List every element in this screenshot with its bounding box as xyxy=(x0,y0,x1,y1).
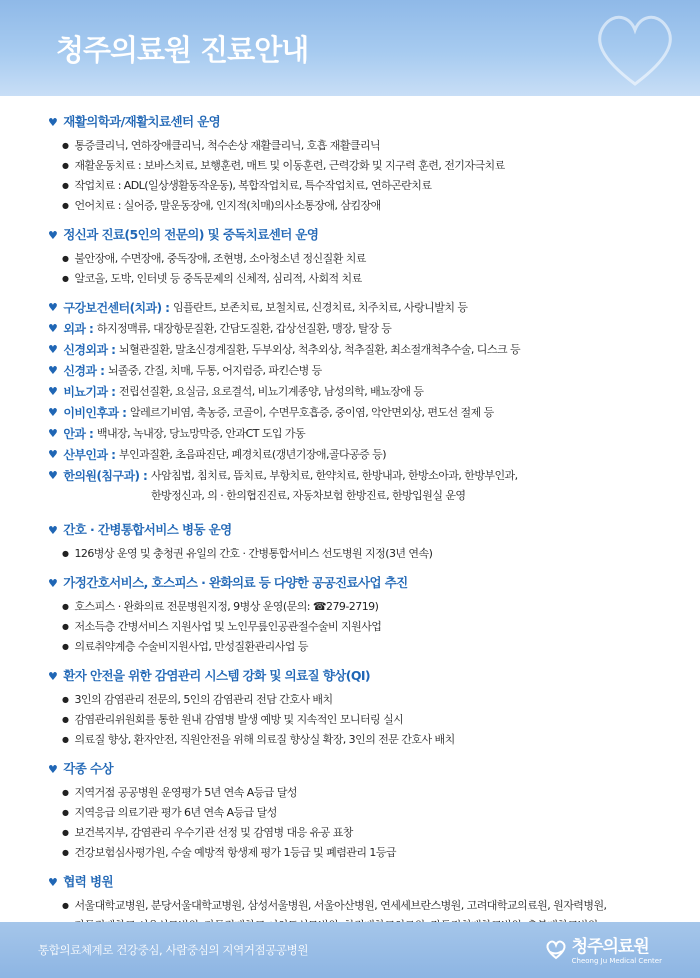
section-awards xyxy=(48,759,668,863)
bullet-icon: ● xyxy=(62,549,69,558)
section-psychiatry xyxy=(48,225,668,289)
list-item: ● 지역응급 의료기관 평가 6년 연속 A등급 달성 xyxy=(62,803,668,823)
heart-icon: ♥ xyxy=(48,427,58,440)
heart-icon: ♥ xyxy=(48,406,58,419)
dept-ent: ♥ 이비인후과 : 알레르기비염, 축농증, 코골이, 수면무호흡증, 중이염, 악안면외상, 편도선 절제 등 xyxy=(48,403,668,423)
heart-icon: ♥ xyxy=(48,469,58,482)
dept-neurology: ♥ 신경과 : 뇌졸중, 간질, 치매, 두통, 어지럼증, 파킨슨병 등 xyxy=(48,361,668,381)
heart-icon: ♥ xyxy=(48,322,58,335)
list-item: ● 126병상 운영 및 충청권 유일의 간호 · 간병통합서비스 선도병원 지정(3년 연속) xyxy=(62,544,668,564)
bullet-icon: ● xyxy=(62,642,69,651)
section-title: 협력 병원 xyxy=(63,874,113,889)
heart-icon: ♥ xyxy=(48,670,58,683)
heart-icon: ♥ xyxy=(48,524,58,537)
bullet-icon: ● xyxy=(62,602,69,611)
list-item: ● 지역거점 공공병원 운영평가 5년 연속 A등급 달성 xyxy=(62,783,668,803)
heart-icon: ♥ xyxy=(48,229,58,242)
section-title: 재활의학과/재활치료센터 운영 xyxy=(63,114,221,129)
bullet-icon: ● xyxy=(62,735,69,744)
bullet-icon: ● xyxy=(62,254,69,263)
list-item: ● 의료질 향상, 환자안전, 직원안전을 위해 의료질 향상실 확장, 3인의 전문 간호사 배치 xyxy=(62,730,668,750)
dept-urology: ♥ 비뇨기과 : 전립선질환, 요실금, 요로결석, 비뇨기계종양, 남성의학, 배뇨장애 등 xyxy=(48,382,668,402)
heart-icon: ♥ xyxy=(48,763,58,776)
dept-ophthalmology: ♥ 안과 : 백내장, 녹내장, 당뇨망막증, 안과CT 도입 가동 xyxy=(48,424,668,444)
bullet-icon: ● xyxy=(62,161,69,170)
bullet-icon: ● xyxy=(62,828,69,837)
bullet-icon: ● xyxy=(62,274,69,283)
heart-hand-logo-icon xyxy=(544,937,568,961)
list-item: ● 재활운동치료 : 보바스치료, 보행훈련, 매트 및 이동훈련, 근력강화 및 지구력 훈련, 전기자극치료 xyxy=(62,156,668,176)
department-list xyxy=(48,298,668,506)
heart-icon: ♥ xyxy=(48,343,58,356)
main-content xyxy=(48,112,668,945)
bullet-icon: ● xyxy=(62,201,69,210)
heart-icon: ♥ xyxy=(48,448,58,461)
section-rehab xyxy=(48,112,668,216)
bullet-icon: ● xyxy=(62,695,69,704)
list-item: ● 저소득층 간병서비스 지원사업 및 노인무릎인공관절수술비 지원사업 xyxy=(62,617,668,637)
footer-slogan: 통합의료체계로 건강중심, 사람중심의 지역거점공공병원 xyxy=(38,943,309,957)
dept-oriental-medicine: ♥ 한의원(침구과) : 사암침법, 침치료, 뜸치료, 부항치료, 한약치료, 한방내과, 한방소아과, 한방부인과, 한방정신과, 의 · 한의협진진료, 자동차보험 한방진료, 한방입원실 운영 xyxy=(48,466,668,506)
list-item: ● 감염관리위원회를 통한 원내 감염병 발생 예방 및 지속적인 모니터링 실시 xyxy=(62,710,668,730)
heart-icon: ♥ xyxy=(48,116,58,129)
heart-icon: ♥ xyxy=(48,364,58,377)
section-integrated-nursing xyxy=(48,520,668,564)
bullet-icon: ● xyxy=(62,848,69,857)
list-item: ● 불안장애, 수면장애, 중독장애, 조현병, 소아청소년 정신질환 치료 xyxy=(62,249,668,269)
page-footer xyxy=(0,922,700,978)
list-item: ● 서울대학교병원, 분당서울대학교병원, 삼성서울병원, 서울아산병원, 연세세브란스병원, 고려대학교의료원, 원자력병원, xyxy=(62,896,668,936)
section-title: 각종 수상 xyxy=(63,761,113,776)
page-header xyxy=(0,0,700,96)
list-item: ● 알코올, 도박, 인터넷 등 중독문제의 신체적, 심리적, 사회적 치료 xyxy=(62,269,668,289)
section-title: 환자 안전을 위한 감염관리 시스템 강화 및 의료질 향상(QI) xyxy=(63,668,371,683)
section-public-care xyxy=(48,573,668,657)
list-item: ● 통증클리닉, 연하장애클리닉, 척수손상 재활클리닉, 호흡 재활클리닉 xyxy=(62,136,668,156)
page-title: 청주의료원 진료안내 xyxy=(56,33,309,67)
section-infection-control xyxy=(48,666,668,750)
heart-icon: ♥ xyxy=(48,577,58,590)
logo-subtitle: Cheong Ju Medical Center xyxy=(571,957,662,965)
section-title: 가정간호서비스, 호스피스 · 완화의료 등 다양한 공공진료사업 추진 xyxy=(63,575,408,590)
dept-obgyn: ♥ 산부인과 : 부인과질환, 초음파진단, 폐경치료(갱년기장애,골다공증 등) xyxy=(48,445,668,465)
list-item: ● 건강보험심사평가원, 수술 예방적 항생제 평가 1등급 및 폐렴관리 1등급 xyxy=(62,843,668,863)
bullet-icon: ● xyxy=(62,181,69,190)
list-item: ● 작업치료 : ADL(일상생활동작운동), 복합작업치료, 특수작업치료, 연하곤란치료 xyxy=(62,176,668,196)
list-item: ● 3인의 감염관리 전문의, 5인의 감염관리 전담 간호사 배치 xyxy=(62,690,668,710)
bullet-icon: ● xyxy=(62,141,69,150)
heart-icon: ♥ xyxy=(48,301,58,314)
heart-icon: ♥ xyxy=(48,385,58,398)
bullet-icon: ● xyxy=(62,622,69,631)
list-item: ● 보건복지부, 감염관리 우수기관 선정 및 감염병 대응 유공 표창 xyxy=(62,823,668,843)
bullet-icon: ● xyxy=(62,788,69,797)
list-item: ● 의료취약계층 수술비지원사업, 만성질환관리사업 등 xyxy=(62,637,668,657)
section-title: 간호 · 간병통합서비스 병동 운영 xyxy=(63,522,232,537)
bullet-icon: ● xyxy=(62,715,69,724)
list-item: ● 호스피스 · 완화의료 전문병원지정, 9병상 운영(문의: ☎279-2719) xyxy=(62,597,668,617)
hospital-logo xyxy=(544,932,662,965)
logo-name: 청주의료원 xyxy=(571,937,649,957)
list-item: ● 언어치료 : 실어증, 말운동장애, 인지적(치매)의사소통장애, 삼킴장애 xyxy=(62,196,668,216)
dept-dental: ♥ 구강보건센터(치과) : 임플란트, 보존치료, 보철치료, 신경치료, 치주치료, 사랑니발치 등 xyxy=(48,298,668,318)
bullet-icon: ● xyxy=(62,901,69,910)
dept-neurosurgery: ♥ 신경외과 : 뇌혈관질환, 말초신경계질환, 두부외상, 척추외상, 척추질환, 최소절개척추수술, 디스크 등 xyxy=(48,340,668,360)
heart-icon: ♥ xyxy=(48,876,58,889)
dept-surgery: ♥ 외과 : 하지정맥류, 대장항문질환, 간담도질환, 갑상선질환, 맹장, 탈장 등 xyxy=(48,319,668,339)
heart-outline-icon xyxy=(590,6,680,90)
bullet-icon: ● xyxy=(62,808,69,817)
section-title: 정신과 진료(5인의 전문의) 및 중독치료센터 운영 xyxy=(63,227,319,242)
